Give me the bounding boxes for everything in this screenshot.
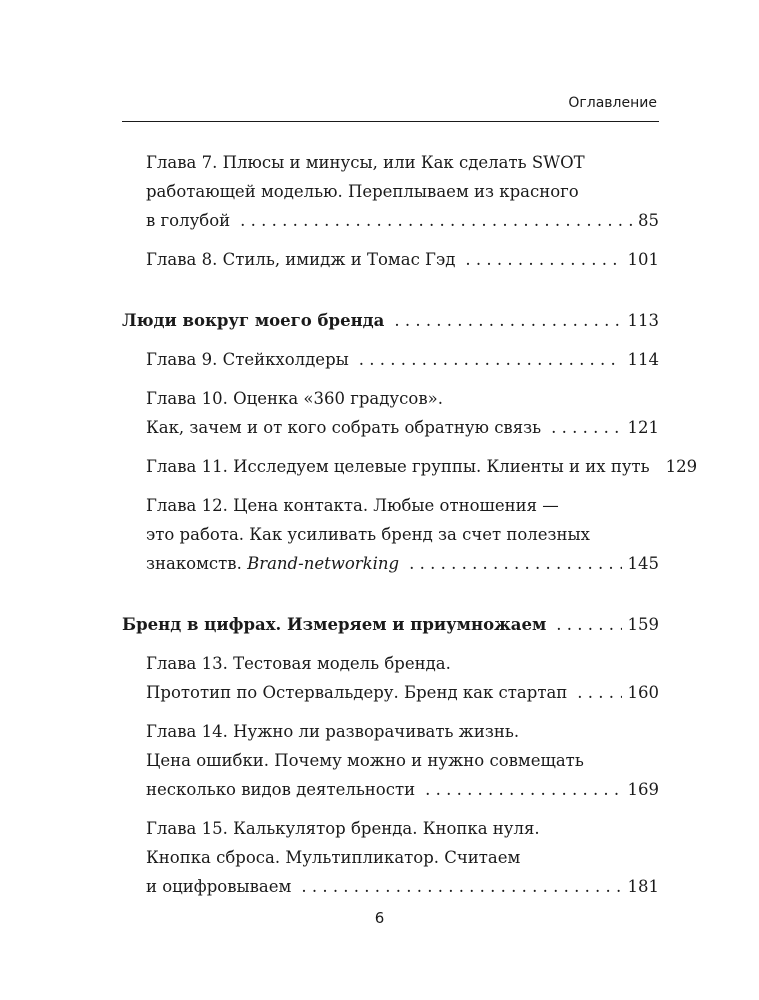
toc-entry-last-line <box>146 775 659 804</box>
toc-page-number: 121 <box>627 418 659 437</box>
table-of-contents <box>122 148 698 911</box>
dot-leader <box>577 678 621 707</box>
toc-entry-title: Глава 11. Исследуем целевые группы. Клиенты и их путь <box>146 457 650 476</box>
dot-leader <box>359 345 622 374</box>
dot-leader <box>409 549 621 578</box>
toc-entry-title-end: Как, зачем и от кого собрать обратную связь <box>146 418 542 437</box>
toc-entry-title-italic: Brand-networking <box>247 554 400 573</box>
toc-entry-chapter-12[interactable] <box>122 491 659 578</box>
toc-part-title: Люди вокруг моего бренда <box>122 311 385 330</box>
toc-entry-chapter-8[interactable] <box>122 245 659 274</box>
toc-entry-line: работающей моделью. Переплываем из красного <box>146 182 579 201</box>
toc-entry-line: Глава 12. Цена контакта. Любые отношения — <box>146 496 559 515</box>
toc-entry-last-line <box>122 306 659 335</box>
dot-leader <box>551 413 621 442</box>
toc-entry-line: Глава 13. Тестовая модель бренда. <box>146 654 451 673</box>
running-header-title: Оглавление <box>568 95 657 111</box>
toc-entry-line: Глава 15. Калькулятор бренда. Кнопка нуля. <box>146 819 540 838</box>
toc-entry-title-end <box>146 549 399 578</box>
toc-entry-last-line <box>146 549 659 578</box>
toc-entry-title: Глава 8. Стиль, имидж и Томас Гэд <box>146 250 456 269</box>
dot-leader <box>425 775 621 804</box>
toc-page-number: 145 <box>627 554 659 573</box>
toc-page-number: 129 <box>665 457 698 476</box>
dot-leader <box>465 245 621 274</box>
toc-entry-chapter-10[interactable] <box>122 384 659 442</box>
toc-entry-chapter-14[interactable] <box>122 717 659 804</box>
toc-page-number: 160 <box>627 683 659 702</box>
toc-entry-last-line <box>146 678 659 707</box>
toc-entry-chapter-11[interactable] <box>122 452 698 481</box>
toc-entry-title-end: в голубой <box>146 211 231 230</box>
dot-leader <box>301 872 621 901</box>
toc-entry-line: Глава 14. Нужно ли разворачивать жизнь. <box>146 722 520 741</box>
toc-page-number: 169 <box>627 780 659 799</box>
toc-entry-line: Кнопка сброса. Мультипликатор. Считаем <box>146 848 521 867</box>
toc-entry-chapter-7[interactable] <box>122 148 659 235</box>
toc-entry-title: Глава 9. Стейкхолдеры <box>146 350 349 369</box>
toc-entry-line: Глава 7. Плюсы и минусы, или Как сделать SWOT <box>146 153 585 172</box>
toc-entry-last-line <box>146 345 659 374</box>
toc-entry-part-numbers[interactable] <box>122 610 659 639</box>
toc-entry-chapter-9[interactable] <box>122 345 659 374</box>
toc-entry-part-people[interactable] <box>122 306 659 335</box>
running-header <box>122 95 659 122</box>
toc-entry-last-line <box>146 245 659 274</box>
toc-entry-last-line <box>146 452 698 481</box>
toc-entry-last-line <box>146 206 659 235</box>
toc-entry-line: это работа. Как усиливать бренд за счет полезных <box>146 525 590 544</box>
toc-entry-line: Глава 10. Оценка «360 градусов». <box>146 389 443 408</box>
toc-entry-chapter-13[interactable] <box>122 649 659 707</box>
toc-entry-line: Цена ошибки. Почему можно и нужно совмещать <box>146 751 584 770</box>
toc-page-number: 113 <box>627 311 659 330</box>
toc-entry-last-line <box>122 610 659 639</box>
dot-leader <box>556 610 621 639</box>
page-number: 6 <box>374 909 385 927</box>
toc-entry-title-end: несколько видов деятельности <box>146 780 416 799</box>
toc-page-number: 181 <box>627 877 659 896</box>
toc-part-title: Бренд в цифрах. Измеряем и приумножаем <box>122 615 547 634</box>
dot-leader <box>394 306 621 335</box>
toc-entry-chapter-15[interactable] <box>122 814 659 901</box>
toc-entry-last-line <box>146 872 659 901</box>
toc-entry-title-end-text: знакомств. <box>146 554 242 573</box>
dot-leader <box>240 206 632 235</box>
toc-page-number: 101 <box>627 250 659 269</box>
toc-entry-last-line <box>146 413 659 442</box>
toc-entry-title-end: и оцифровываем <box>146 877 292 896</box>
toc-entry-title-end: Прототип по Остервальдеру. Бренд как стартап <box>146 683 568 702</box>
toc-page-number: 85 <box>638 211 659 230</box>
toc-page-number: 114 <box>627 350 659 369</box>
toc-page-number: 159 <box>627 615 659 634</box>
